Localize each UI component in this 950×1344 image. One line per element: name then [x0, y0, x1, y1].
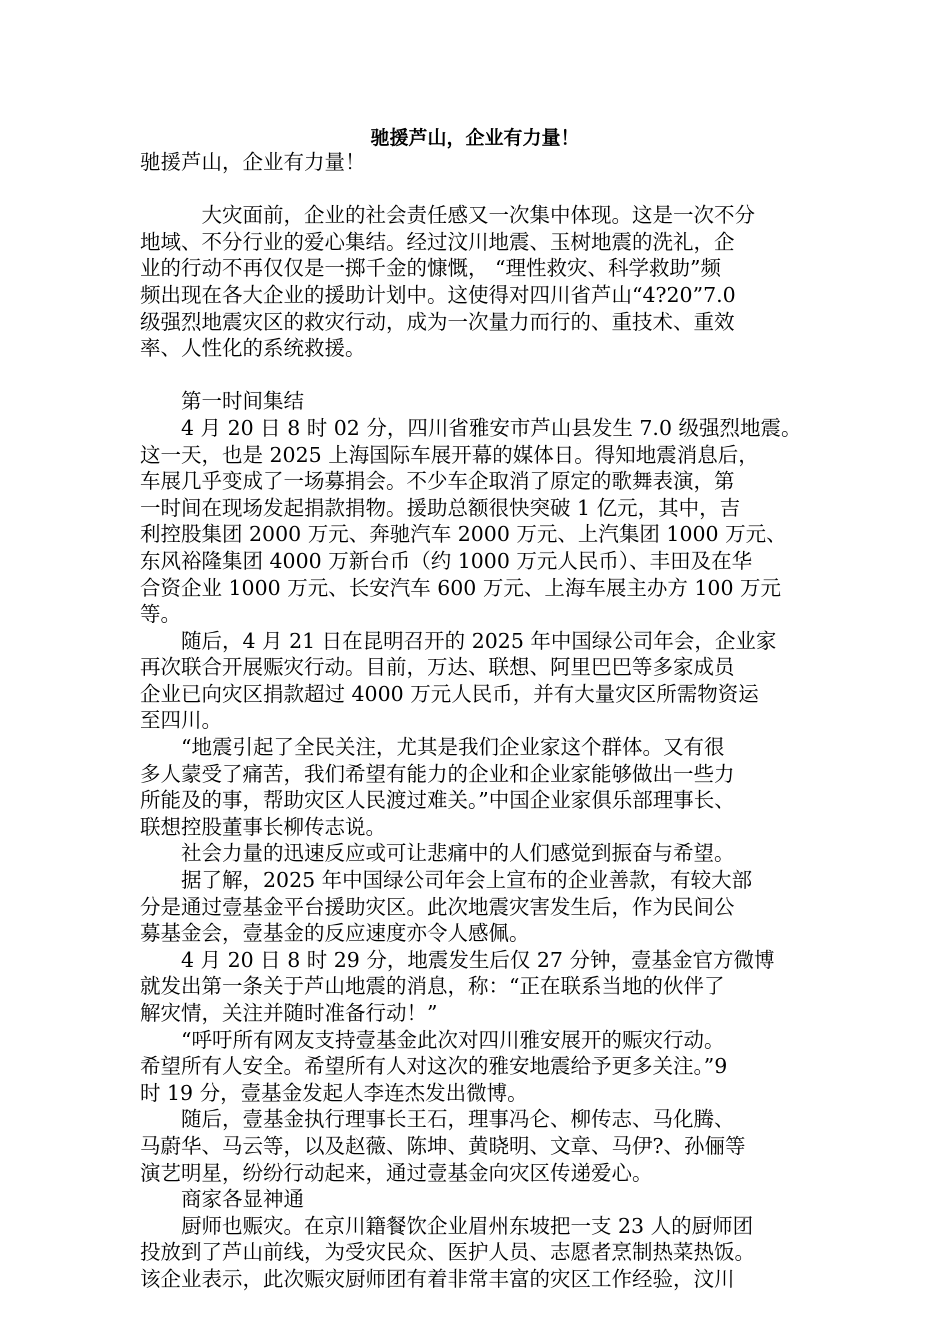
paragraph-chefs [140, 1213, 812, 1293]
text-line: 率、人性化的系统救援。 [140, 336, 366, 361]
section-heading [140, 1186, 812, 1213]
text-line: 这一天，也是 2025 上海国际车展开幕的媒体日。得知地震消息后， [140, 442, 759, 467]
subtitle-line [140, 149, 812, 176]
text-line: 地域、不分行业的爱心集结。经过汶川地震、玉树地震的洗礼，企 [140, 229, 735, 254]
text-line: 大灾面前，企业的社会责任感又一次集中体现。这是一次不分 [201, 203, 755, 228]
paragraph-one-foundation [140, 867, 812, 947]
text-line: 东风裕隆集团 4000 万新台币（约 1000 万元人民币）、丰田及在华 [140, 548, 753, 573]
text-line: 至四川。 [140, 708, 222, 733]
paragraph-weibo-first [140, 947, 812, 1027]
text-line: 就发出第一条关于芦山地震的消息，称：“正在联系当地的伙伴了 [140, 974, 725, 999]
text-line: 4 月 20 日 8 时 02 分，四川省雅安市芦山县发生 7.0 级强烈地震。 [181, 415, 802, 440]
text-line: 所能及的事，帮助灾区人民渡过难关。”中国企业家俱乐部理事长、 [140, 788, 735, 813]
text-line: 投放到了芦山前线，为受灾民众、医护人员、志愿者烹制热菜热饭。 [140, 1240, 755, 1265]
text-line: 频出现在各大企业的援助计划中。这使得对四川省芦山“4?20”7.0 [140, 282, 736, 307]
text-line: 希望所有人安全。希望所有人对这次的雅安地震给予更多关注。”9 [140, 1054, 728, 1079]
text-line: “呼吁所有网友支持壹基金此次对四川雅安展开的赈灾行动。 [181, 1027, 725, 1052]
text-line: 企业已向灾区捐款超过 4000 万元人民币，并有大量灾区所需物资运 [140, 681, 759, 706]
blank-line [140, 362, 812, 389]
text-line: 随后，壹基金执行理事长王石，理事冯仑、柳传志、马化腾、 [181, 1107, 735, 1132]
paragraph-social-force [140, 840, 812, 867]
text-line: 演艺明星，纷纷行动起来，通过壹基金向灾区传递爱心。 [140, 1160, 653, 1185]
paragraph-auto-show [140, 415, 812, 628]
text-line: 多人蒙受了痛苦，我们希望有能力的企业和企业家能够做出一些力 [140, 761, 735, 786]
text-line: 级强烈地震灾区的救灾行动，成为一次量力而行的、重技术、重效 [140, 309, 735, 334]
document-body [140, 149, 812, 1293]
text-line: 利控股集团 2000 万元、奔驰汽车 2000 万元、上汽集团 1000 万元、 [140, 522, 787, 547]
text-line: 一时间在现场发起捐款捐物。援助总额很快突破 1 亿元，其中，吉 [140, 495, 741, 520]
text-line: 4 月 20 日 8 时 29 分，地震发生后仅 27 分钟，壹基金官方微博 [181, 947, 775, 972]
section-heading [140, 388, 812, 415]
text-line: 车展几乎变成了一场募捐会。不少车企取消了原定的歌舞表演，第 [140, 469, 735, 494]
text-line: 据了解，2025 年中国绿公司年会上宣布的企业善款，有较大部 [181, 868, 753, 893]
text-line: 分是通过壹基金平台援助灾区。此次地震灾害发生后，作为民间公 [140, 894, 735, 919]
text-line: 解灾情，关注并随时准备行动！” [140, 1001, 438, 1025]
text-line: 该企业表示，此次赈灾厨师团有着非常丰富的灾区工作经验，汶川 [140, 1266, 735, 1291]
text-line: 第一时间集结 [181, 389, 304, 414]
text-line: 社会力量的迅速反应或可让悲痛中的人们感觉到振奋与希望。 [181, 841, 735, 866]
text-line: 厨师也赈灾。在京川籍餐饮企业眉州东坡把一支 23 人的厨师团 [181, 1213, 754, 1238]
document-title: 驰援芦山，企业有力量！ [370, 127, 580, 149]
text-line: 业的行动不再仅仅是一掷千金的慷慨， “理性救灾、科学救助”频 [140, 256, 721, 281]
text-line: 商家各显神通 [181, 1187, 304, 1212]
text-line: 等。 [140, 602, 181, 627]
paragraph-li-lianjie [140, 1027, 812, 1107]
text-line: 再次联合开展赈灾行动。目前，万达、联想、阿里巴巴等多家成员 [140, 655, 735, 680]
paragraph-celebrities [140, 1106, 812, 1186]
text-line: 马蔚华、马云等，以及赵薇、陈坤、黄晓明、文章、马伊?、孙俪等 [140, 1133, 746, 1158]
paragraph-green-company [140, 628, 812, 734]
text-line: 募基金会，壹基金的反应速度亦令人感佩。 [140, 921, 530, 946]
blank-line [140, 176, 812, 203]
paragraph-intro [140, 202, 812, 362]
text-line: 随后，4 月 21 日在昆明召开的 2025 年中国绿公司年会，企业家 [181, 628, 777, 653]
text-line: 联想控股董事长柳传志说。 [140, 814, 386, 839]
text-line: 时 19 分，壹基金发起人李连杰发出微博。 [140, 1080, 528, 1105]
paragraph-quote-liu [140, 734, 812, 840]
text-line: 合资企业 1000 万元、长安汽车 600 万元、上海车展主办方 100 万元 [140, 575, 782, 600]
text-line: 驰援芦山，企业有力量！ [140, 150, 366, 174]
text-line: “地震引起了全民关注，尤其是我们企业家这个群体。又有很 [181, 735, 725, 760]
